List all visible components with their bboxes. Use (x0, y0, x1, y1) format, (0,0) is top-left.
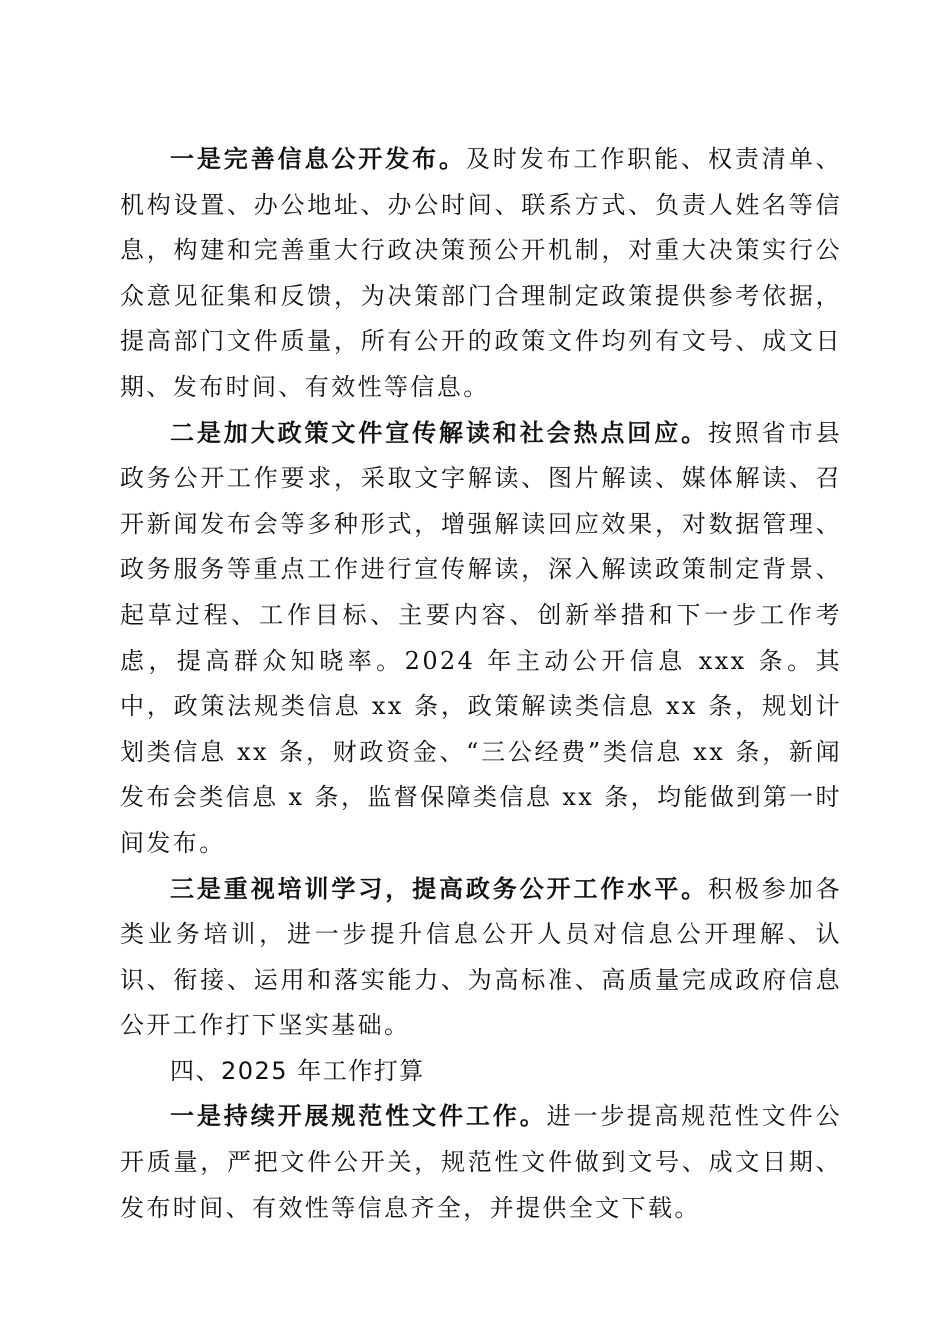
paragraph-policy-interpretation (120, 411, 842, 867)
paragraph-body: 及时发布工作职能、权责清单、机构设置、办公地址、办公时间、联系方式、负责人姓名等信息，构建和完善重大行政决策预公开机制，对重大决策实行公众意见征集和反馈，为决策部门合理制定政策提供参考依据，提高部门文件质量，所有公开的政策文件均列有文号、成文日期、发布时间、有效性等信息。 (120, 145, 842, 401)
paragraph-lead: 二是加大政策文件宣传解读和社会热点回应。 (170, 418, 708, 447)
paragraph-body: 积极参加各类业务培训，进一步提升信息公开人员对信息公开理解、认识、衔接、运用和落实能力、为高标准、高质量完成政府信息公开工作打下坚实基础。 (120, 874, 842, 1040)
paragraph-lead: 一是持续开展规范性文件工作。 (170, 1102, 547, 1131)
paragraph-training (120, 867, 842, 1049)
paragraph-lead: 三是重视培训学习，提高政务公开工作水平。 (170, 874, 708, 903)
paragraph-body: 按照省市县政务公开工作要求，采取文字解读、图片解读、媒体解读、召开新闻发布会等多种形式，增强解读回应效果，对数据管理、政务服务等重点工作进行宣传解读，深入解读政策制定背景、起草过程、工作目标、主要内容、创新举措和下一步工作考虑，提高群众知晓率。2024 年主动公开信息 xxx 条。其中，政策法规类信息 xx 条，政策解读类信息 xx 条，规划计划类信息 xx 条，财政资金、“三公经费”类信息 xx 条，新闻发布会类信息 x 条，监督保障类信息 xx 条，均能做到第一时间发布。 (120, 418, 842, 857)
paragraph-lead: 一是完善信息公开发布。 (170, 145, 466, 173)
paragraph-info-publication (120, 137, 842, 411)
paragraph-body: 进一步提高规范性文件公开质量，严把文件公开关，规范性文件做到文号、成文日期、发布时间、有效性等信息齐全，并提供全文下载。 (120, 1102, 842, 1222)
document-page (120, 137, 842, 1231)
section-heading: 四、2025 年工作打算 (170, 1056, 425, 1085)
paragraph-normative-documents (120, 1094, 842, 1231)
